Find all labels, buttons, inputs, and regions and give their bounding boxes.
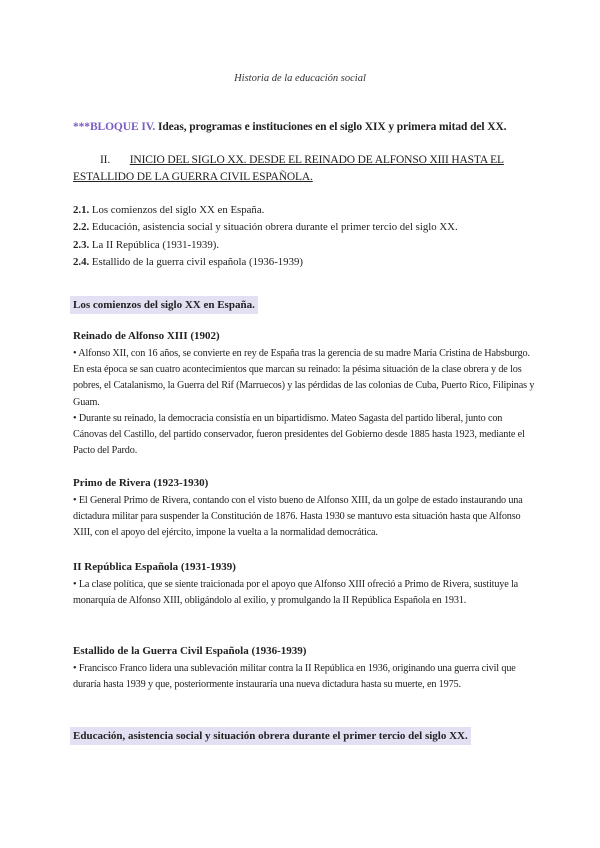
toc-item-text: Estallido de la guerra civil española (1936-1939) xyxy=(89,255,303,268)
toc-item xyxy=(73,219,543,236)
toc-item xyxy=(73,254,543,271)
toc-item xyxy=(73,202,543,219)
paragraph-block xyxy=(73,493,535,542)
subsection-heading: Primo de Rivera (1923-1930) xyxy=(73,477,209,489)
highlighted-heading: Los comienzos del siglo XX en España. xyxy=(70,296,258,314)
section-number: II. xyxy=(100,154,111,166)
toc-item-text: La II República (1931-1939). xyxy=(89,238,220,251)
subsection-heading: II República Española (1931-1939) xyxy=(73,561,236,573)
bloque-text: Ideas, programas e instituciones en el siglo XIX y primera mitad del XX. xyxy=(155,121,507,133)
paragraph-block xyxy=(73,346,535,459)
highlighted-heading: Educación, asistencia social y situación obrera durante el primer tercio del siglo XX. xyxy=(70,727,471,745)
section-title-text: INICIO DEL SIGLO XX. DESDE EL REINADO DE ALFONSO XIII HASTA EL ESTALLIDO DE LA GUERRA CIVIL ESPAÑOLA. xyxy=(73,154,504,183)
toc-item-number: 2.3. xyxy=(73,238,90,251)
paragraph: • Alfonso XII, con 16 años, se convierte en rey de España tras la gerencia de su madre María Cristina de Habsburgo. En esta época se san cuatro acontecimientos que marcan su reinado: la pésima situación de la clase obrera y de los pobres, el Catalanismo, la Guerra del Rif (Marruecos) y las pérdidas de las colonias de Cuba, Puerto Rico, Filipinas y Guam. xyxy=(73,348,535,408)
toc-item-number: 2.4. xyxy=(73,255,90,268)
toc-item xyxy=(73,237,543,254)
page-header: Historia de la educación social xyxy=(234,73,366,84)
paragraph-block xyxy=(73,577,535,609)
bloque-heading xyxy=(73,121,533,133)
paragraph: • La clase política, que se siente traicionada por el apoyo que Alfonso XIII ofreció a Primo de Rivera, sustituye la monarquía de Alfonso XIII, obligándolo al exilio, y promulgando la II República Española en 1931. xyxy=(73,579,519,607)
section-title xyxy=(73,152,513,186)
paragraph: • El General Primo de Rivera, contando con el visto bueno de Alfonso XIII, da un golpe de estado instaurando una dictadura militar para suspender la Constitución de 1876. Hasta 1930 se mantuvo esta situación hasta que Alfonso XIII, con el apoyo del ejército, impone la vuelta a la normalidad democrática. xyxy=(73,495,523,539)
table-of-contents xyxy=(73,202,543,271)
subsection-heading: Estallido de la Guerra Civil Española (1936-1939) xyxy=(73,645,307,657)
subsection-heading: Reinado de Alfonso XIII (1902) xyxy=(73,330,220,342)
toc-item-text: Los comienzos del siglo XX en España. xyxy=(89,204,265,216)
paragraph: • Durante su reinado, la democracia consistía en un bipartidismo. Mateo Sagasta del partido liberal, junto con Cánovas del Castillo, del partido conservador, fueron presidentes del Gobierno desde 1885 hasta 1923, mediante el Pacto del Pardo. xyxy=(73,412,525,457)
toc-item-number: 2.2. xyxy=(73,221,90,234)
bloque-prefix: ***BLOQUE IV. xyxy=(73,121,156,133)
paragraph-block xyxy=(73,661,535,693)
paragraph: • Francisco Franco lidera una sublevación militar contra la II República en 1936, originando una guerra civil que duraría hasta 1939 y que, posteriormente instauraría una nueva dictadura hasta su muerte, en 1975. xyxy=(73,663,516,691)
toc-item-number: 2.1. xyxy=(73,204,90,216)
toc-item-text: Educación, asistencia social y situación obrera durante el primer tercio del siglo XX. xyxy=(89,221,458,234)
